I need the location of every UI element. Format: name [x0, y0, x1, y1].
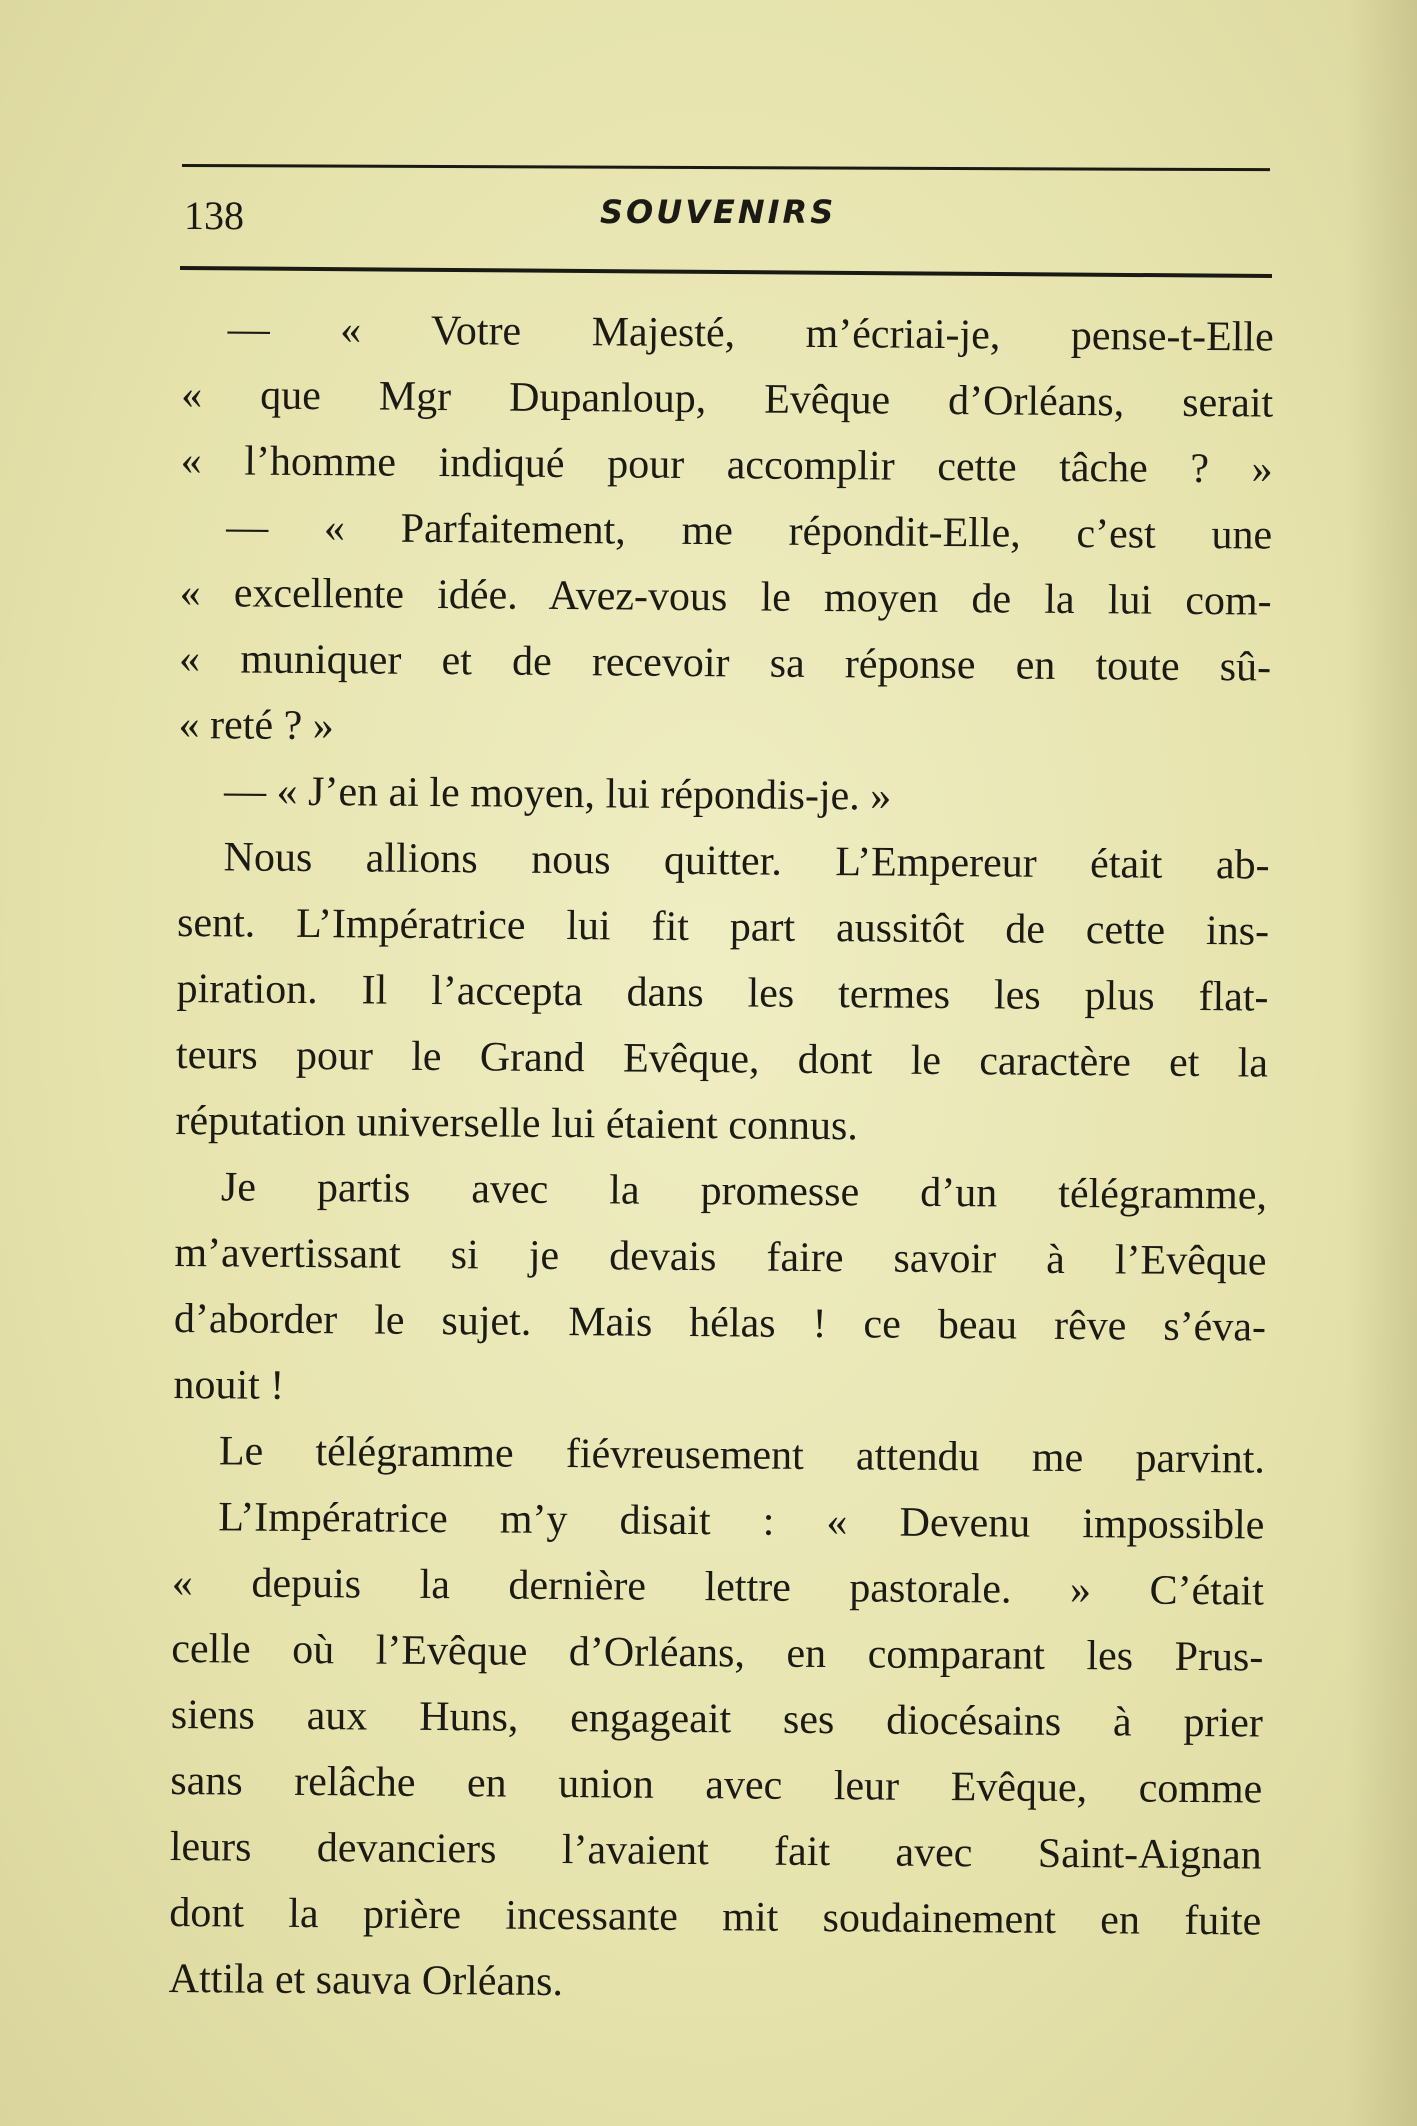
running-head: SOUVENIRS: [600, 193, 837, 231]
text-line: sent. L’Impératrice lui fit part aussitôt de cette ins-: [176, 899, 1270, 955]
text-line: « l’homme indiqué pour accomplir cette tâche ? »: [180, 437, 1273, 493]
text-line: Attila et sauva Orléans.: [168, 1955, 564, 2006]
page-edge-shadow: [1347, 0, 1417, 2126]
text-line: d’aborder le sujet. Mais hélas ! ce beau rêve s’éva-: [173, 1295, 1267, 1351]
page-number: 138: [184, 193, 244, 238]
text-line: Nous allions nous quitter. L’Empereur était ab-: [223, 834, 1270, 889]
text-line: celle où l’Evêque d’Orléans, en comparant les Prus-: [171, 1625, 1264, 1681]
text-line: « depuis la dernière lettre pastorale. » C’était: [171, 1559, 1265, 1615]
text-line: « que Mgr Dupanloup, Evêque d’Orléans, serait: [181, 371, 1274, 427]
text-line: leurs devanciers l’avaient fait avec Saint-Aignan: [169, 1823, 1262, 1879]
text-line: piration. Il l’accepta dans les termes les plus flat-: [176, 965, 1269, 1021]
text-line: « muniquer et de recevoir sa réponse en toute sû-: [178, 635, 1272, 691]
text-line: — « J’en ai le moyen, lui répondis-je. »: [223, 768, 892, 820]
text-line: Le télégramme fiévreusement attendu me parvint.: [218, 1428, 1266, 1483]
text-line: L’Impératrice m’y disait : « Devenu impossible: [218, 1494, 1265, 1549]
text-line: réputation universelle lui étaient connus.: [175, 1097, 858, 1150]
text-line: Je partis avec la promesse d’un télégramme,: [220, 1164, 1268, 1219]
text-line: — « Parfaitement, me répondit-Elle, c’est une: [226, 504, 1273, 559]
text-line: nouit !: [173, 1361, 285, 1409]
text-line: « reté ? »: [178, 701, 334, 750]
body-text: [169, 296, 1274, 2021]
header-rule-top: [182, 164, 1270, 171]
text-line: teurs pour le Grand Evêque, dont le caractère et la: [175, 1031, 1269, 1087]
text-line: « excellente idée. Avez-vous le moyen de la lui com-: [179, 569, 1272, 625]
text-line: — « Votre Majesté, m’écriai-je, pense-t-Elle: [227, 306, 1274, 361]
text-line: sans relâche en union avec leur Evêque, comme: [170, 1757, 1263, 1813]
text-line: siens aux Huns, engageait ses diocésains à prier: [170, 1691, 1264, 1747]
header-rule-bottom: [180, 266, 1272, 278]
text-line: dont la prière incessante mit soudainement en fuite: [169, 1889, 1262, 1945]
text-line: m’avertissant si je devais faire savoir à l’Evêque: [174, 1229, 1267, 1285]
